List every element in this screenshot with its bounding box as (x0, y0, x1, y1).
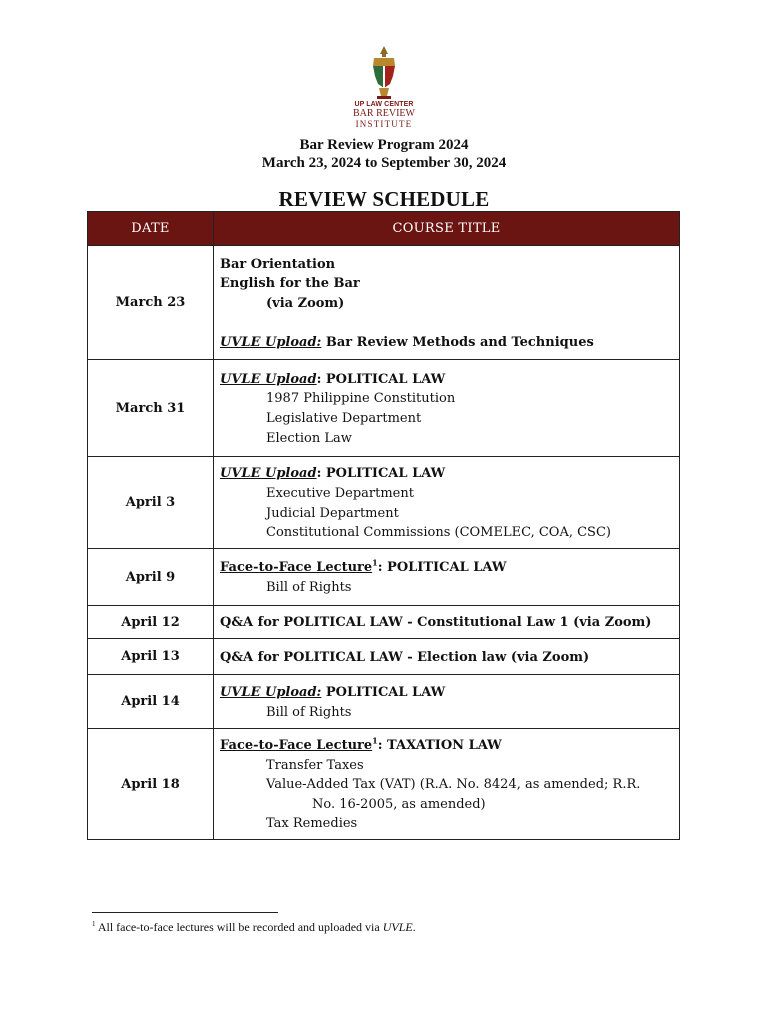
topic: Value-Added Tax (VAT) (R.A. No. 8424, as amended; R.R. (266, 777, 641, 793)
row-date: April 12 (88, 606, 214, 639)
topic: Bill of Rights (266, 704, 352, 720)
topic-continuation: No. 16-2005, as amended) (312, 796, 486, 812)
pen-nib-logo-icon (369, 44, 399, 100)
subject-label: : POLITICAL LAW (377, 560, 507, 576)
uvle-upload-label: UVLE Upload: (220, 334, 322, 350)
header-date: DATE (88, 212, 214, 246)
subject-label: : TAXATION LAW (377, 738, 502, 754)
table-row (88, 457, 680, 549)
topic: Constitutional Commissions (COMELEC, COA, CSC) (266, 525, 611, 541)
logo-line-institute: INSTITUTE (355, 119, 413, 129)
table-row (88, 549, 680, 606)
footnote (92, 920, 416, 935)
topic: Legislative Department (266, 411, 422, 426)
table-row (88, 675, 680, 729)
schedule-title: REVIEW SCHEDULE (278, 187, 490, 211)
table-row (88, 639, 680, 675)
program-title: Bar Review Program 2024 (299, 137, 469, 153)
subject-label: POLITICAL LAW (321, 684, 446, 700)
row-course (214, 246, 680, 360)
row-course (214, 729, 680, 840)
row-course: Q&A for POLITICAL LAW - Constitutional Law 1 (via Zoom) (214, 606, 680, 639)
row-course (214, 549, 680, 606)
row-course (214, 675, 680, 729)
topic: Election Law (266, 430, 352, 446)
topic: Bill of Rights (266, 580, 352, 595)
uvle-upload-label: UVLE Upload (220, 371, 317, 387)
subject-label: : POLITICAL LAW (316, 371, 446, 387)
row-date: April 13 (88, 639, 214, 675)
face-to-face-label: Face-to-Face Lecture (220, 560, 373, 576)
uvle-upload-label: UVLE Upload: (220, 684, 322, 700)
logo-line-bar-review: BAR REVIEW (353, 108, 415, 119)
course-line: Bar Review Methods and Techniques (321, 334, 594, 350)
footnote-mark: 1 (92, 920, 96, 928)
course-line: Bar Orientation (220, 256, 336, 272)
topic: Executive Department (266, 485, 414, 501)
logo-line-up-law-center: UP LAW CENTER (354, 101, 414, 108)
table-row (88, 360, 680, 457)
footnote-end: . (412, 920, 416, 934)
footnote-uvle: UVLE (382, 920, 413, 934)
program-dates: March 23, 2024 to September 30, 2024 (261, 155, 507, 171)
row-course (214, 360, 680, 457)
topic: Transfer Taxes (266, 757, 364, 773)
row-date: April 3 (88, 457, 214, 549)
table-row (88, 729, 680, 840)
table-row (88, 246, 680, 360)
footnote-ref: 1 (372, 735, 378, 746)
course-line: English for the Bar (220, 276, 360, 292)
row-date: March 23 (88, 246, 214, 360)
footnote-divider (92, 912, 278, 913)
row-course (214, 457, 680, 549)
topic: Judicial Department (266, 505, 399, 521)
institute-logo (345, 44, 423, 134)
footnote-text: All face-to-face lectures will be recorded and uploaded via (95, 920, 383, 934)
topic: Tax Remedies (266, 816, 358, 832)
table-header-row (88, 212, 680, 246)
review-schedule-table (87, 211, 680, 840)
subject-label: : POLITICAL LAW (316, 466, 446, 482)
row-date: April 14 (88, 675, 214, 729)
table-row (88, 606, 680, 639)
row-date: April 18 (88, 729, 214, 840)
face-to-face-label: Face-to-Face Lecture (220, 738, 373, 754)
row-course: Q&A for POLITICAL LAW - Election law (via Zoom) (214, 639, 680, 675)
topic: 1987 Philippine Constitution (266, 391, 456, 407)
footnote-ref: 1 (372, 558, 378, 569)
row-date: March 31 (88, 360, 214, 457)
uvle-upload-label: UVLE Upload (220, 466, 317, 482)
header-course-title: COURSE TITLE (214, 212, 680, 246)
row-date: April 9 (88, 549, 214, 606)
course-line: (via Zoom) (266, 295, 345, 311)
